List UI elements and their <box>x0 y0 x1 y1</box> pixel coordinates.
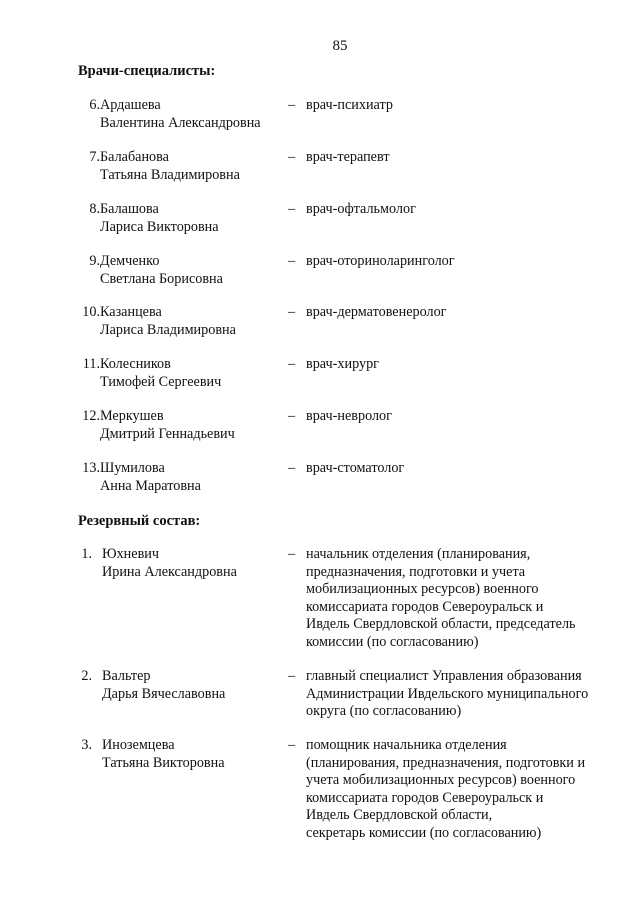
person-name-line: Татьяна Владимировна <box>100 166 240 183</box>
role-line: врач-стоматолог <box>306 460 405 476</box>
dash-separator: – <box>288 668 296 684</box>
dash-separator: – <box>288 737 296 753</box>
person-name <box>102 737 282 772</box>
item-number: 3. <box>81 737 92 753</box>
person-name-line: Шумилова <box>100 460 165 476</box>
dash-separator: – <box>288 304 296 320</box>
section-heading-specialists: Врачи-специалисты: <box>78 63 216 79</box>
role-line: комиссариата городов Североуральск и <box>306 789 544 806</box>
person-name-line: Вальтер <box>102 668 151 684</box>
person-name <box>100 460 280 495</box>
person-name-line: Лариса Викторовна <box>100 218 219 235</box>
item-number: 11. <box>82 356 100 372</box>
person-name <box>102 546 282 581</box>
role-description <box>306 668 616 721</box>
dash-separator: – <box>288 253 296 269</box>
dash-separator: – <box>288 97 296 113</box>
person-name-line: Колесников <box>100 356 171 372</box>
person-name-line: Светлана Борисовна <box>100 270 223 287</box>
role-line: врач-офтальмолог <box>306 201 416 217</box>
role-description <box>306 149 616 167</box>
item-number: 7. <box>89 149 100 165</box>
dash-separator: – <box>288 408 296 424</box>
dash-separator: – <box>288 149 296 165</box>
role-line: Ивдель Свердловской области, председатель <box>306 616 576 632</box>
role-line: комиссии (по согласованию) <box>306 633 479 650</box>
person-name-line: Меркушев <box>100 408 164 424</box>
page-number: 85 <box>332 38 348 54</box>
person-name-line: Балабанова <box>100 149 169 165</box>
person-name-line: Казанцева <box>100 304 162 320</box>
person-name <box>100 149 280 184</box>
person-name <box>100 253 280 288</box>
role-line: начальник отделения (планирования, <box>306 546 531 562</box>
role-line: врач-невролог <box>306 408 392 424</box>
item-number: 6. <box>89 97 100 113</box>
dash-separator: – <box>288 201 296 217</box>
role-line: (планирования, предназначения, подготовки и <box>306 754 586 771</box>
person-name <box>100 201 280 236</box>
dash-separator: – <box>288 356 296 372</box>
role-description <box>306 97 616 115</box>
section-heading-reserve: Резервный состав: <box>78 513 201 529</box>
role-line: врач-хирург <box>306 356 379 372</box>
role-line: комиссариата городов Североуральск и <box>306 598 544 615</box>
person-name-line: Демченко <box>100 253 160 269</box>
role-description <box>306 253 616 271</box>
role-line: округа (по согласованию) <box>306 703 462 719</box>
role-line: врач-дерматовенеролог <box>306 304 447 320</box>
person-name-line: Татьяна Викторовна <box>102 754 225 771</box>
role-line: врач-терапевт <box>306 149 390 165</box>
person-name <box>100 408 280 443</box>
item-number: 2. <box>81 668 92 684</box>
role-description <box>306 737 616 842</box>
person-name <box>100 304 280 339</box>
role-line: Ивдель Свердловской области, <box>306 807 493 823</box>
person-name-line: Дарья Вячеславовна <box>102 685 226 702</box>
role-line: Администрации Ивдельского муниципального <box>306 685 589 702</box>
person-name <box>100 97 280 132</box>
role-description <box>306 460 616 478</box>
item-number: 12. <box>82 408 100 424</box>
dash-separator: – <box>288 460 296 476</box>
role-description <box>306 408 616 426</box>
item-number: 10. <box>82 304 100 320</box>
role-description <box>306 356 616 374</box>
role-description <box>306 201 616 219</box>
role-description <box>306 304 616 322</box>
person-name-line: Юхневич <box>102 546 159 562</box>
role-line: главный специалист Управления образования <box>306 668 582 684</box>
role-line: предназначения, подготовки и учета <box>306 563 526 580</box>
person-name-line: Тимофей Сергеевич <box>100 373 222 390</box>
item-number: 1. <box>81 546 92 562</box>
person-name-line: Ирина Александровна <box>102 563 237 580</box>
person-name <box>100 356 280 391</box>
person-name <box>102 668 282 703</box>
role-line: учета мобилизационных ресурсов) военного <box>306 772 576 788</box>
person-name-line: Лариса Владимировна <box>100 321 236 338</box>
role-description <box>306 546 616 651</box>
role-line: мобилизационных ресурсов) военного <box>306 581 539 597</box>
person-name-line: Иноземцева <box>102 737 175 753</box>
role-line: секретарь комиссии (по согласованию) <box>306 824 542 841</box>
person-name-line: Ардашева <box>100 97 161 113</box>
role-line: врач-оториноларинголог <box>306 253 455 269</box>
person-name-line: Балашова <box>100 201 159 217</box>
role-line: помощник начальника отделения <box>306 737 507 753</box>
item-number: 9. <box>89 253 100 269</box>
role-line: врач-психиатр <box>306 97 393 113</box>
person-name-line: Валентина Александровна <box>100 114 261 131</box>
item-number: 13. <box>82 460 100 476</box>
item-number: 8. <box>89 201 100 217</box>
dash-separator: – <box>288 546 296 562</box>
person-name-line: Анна Маратовна <box>100 477 201 494</box>
person-name-line: Дмитрий Геннадьевич <box>100 425 235 442</box>
